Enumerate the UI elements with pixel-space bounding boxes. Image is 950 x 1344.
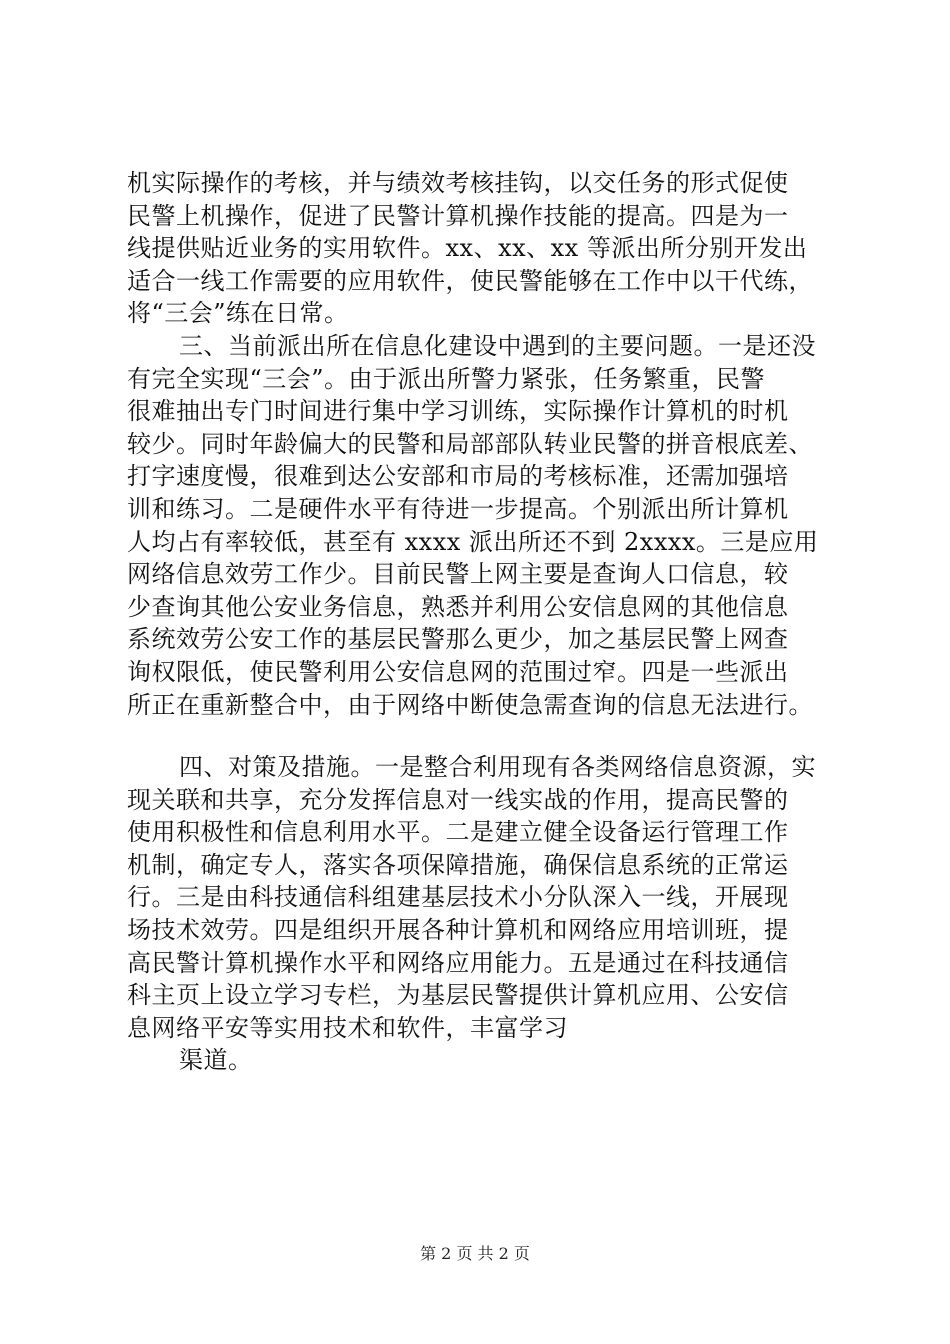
text-line: 行。三是由科技通信科组建基层技术小分队深入一线，开展现 <box>127 883 789 912</box>
text-line: 民警上机操作，促进了民警计算机操作技能的提高。四是为一 <box>127 201 789 230</box>
text-line: 训和练习。二是硬件水平有待进一步提高。个别派出所计算机 <box>127 494 789 523</box>
text-line: 系统效劳公安工作的基层民警那么更少，加之基层民警上网查 <box>127 625 789 654</box>
text-line: 少查询其他公安业务信息，熟悉并利用公安信息网的其他信息 <box>127 592 789 621</box>
text-line: 人均占有率较低，甚至有 xxxx 派出所还不到 2xxxx。三是应用 <box>127 527 819 556</box>
section-four-first-line: 四、对策及措施。一是整合利用现有各类网络信息资源，实 <box>179 753 816 782</box>
page-footer <box>0 1244 950 1264</box>
text-line: 机实际操作的考核，并与绩效考核挂钩，以交任务的形式促使 <box>127 169 789 197</box>
text-line: 线提供贴近业务的实用软件。xx、xx、xx 等派出所分别开发出 <box>127 234 808 263</box>
text-line: 场技术效劳。四是组织开展各种计算机和网络应用培训班，提 <box>127 916 789 945</box>
section-three-first-line: 三、当前派出所在信息化建设中遇到的主要问题。一是还没 <box>179 331 816 360</box>
text-line: 很难抽出专门时间进行集中学习训练，实际操作计算机的时机 <box>127 397 789 426</box>
text-line: 适合一线工作需要的应用软件，使民警能够在工作中以干代练， <box>127 266 813 295</box>
text-line: 打字速度慢，很难到达公安部和市局的考核标准，还需加强培 <box>127 462 789 491</box>
text-line: 所正在重新整合中，由于网络中断使急需查询的信息无法进行。 <box>127 690 813 719</box>
page-indicator: 第 2 页 共 2 页 <box>420 1244 530 1263</box>
text-line: 网络信息效劳工作少。目前民警上网主要是查询人口信息，较 <box>127 560 789 589</box>
text-line: 现关联和共享，充分发挥信息对一线实战的作用，提高民警的 <box>127 785 789 814</box>
paragraph-gap <box>127 721 827 751</box>
text-line: 使用积极性和信息利用水平。二是建立健全设备运行管理工作 <box>127 818 789 847</box>
text-line: 有完全实现“三会”。由于派出所警力紧张，任务繁重，民警 <box>127 364 766 393</box>
text-line: 渠道。 <box>179 1046 253 1075</box>
text-line: 科主页上设立学习专栏，为基层民警提供计算机应用、公安信 <box>127 981 789 1010</box>
text-line: 较少。同时年龄偏大的民警和局部部队转业民警的拼音根底差、 <box>127 429 813 458</box>
text-line: 将“三会”练在日常。 <box>127 299 349 328</box>
document-body <box>127 167 827 1077</box>
text-line: 机制，确定专人，落实各项保障措施，确保信息系统的正常运 <box>127 850 789 879</box>
text-line: 息网络平安等实用技术和软件，丰富学习 <box>127 1013 568 1042</box>
text-line: 高民警计算机操作水平和网络应用能力。五是通过在科技通信 <box>127 948 789 977</box>
text-line: 询权限低，使民警利用公安信息网的范围过窄。四是一些派出 <box>127 657 789 686</box>
